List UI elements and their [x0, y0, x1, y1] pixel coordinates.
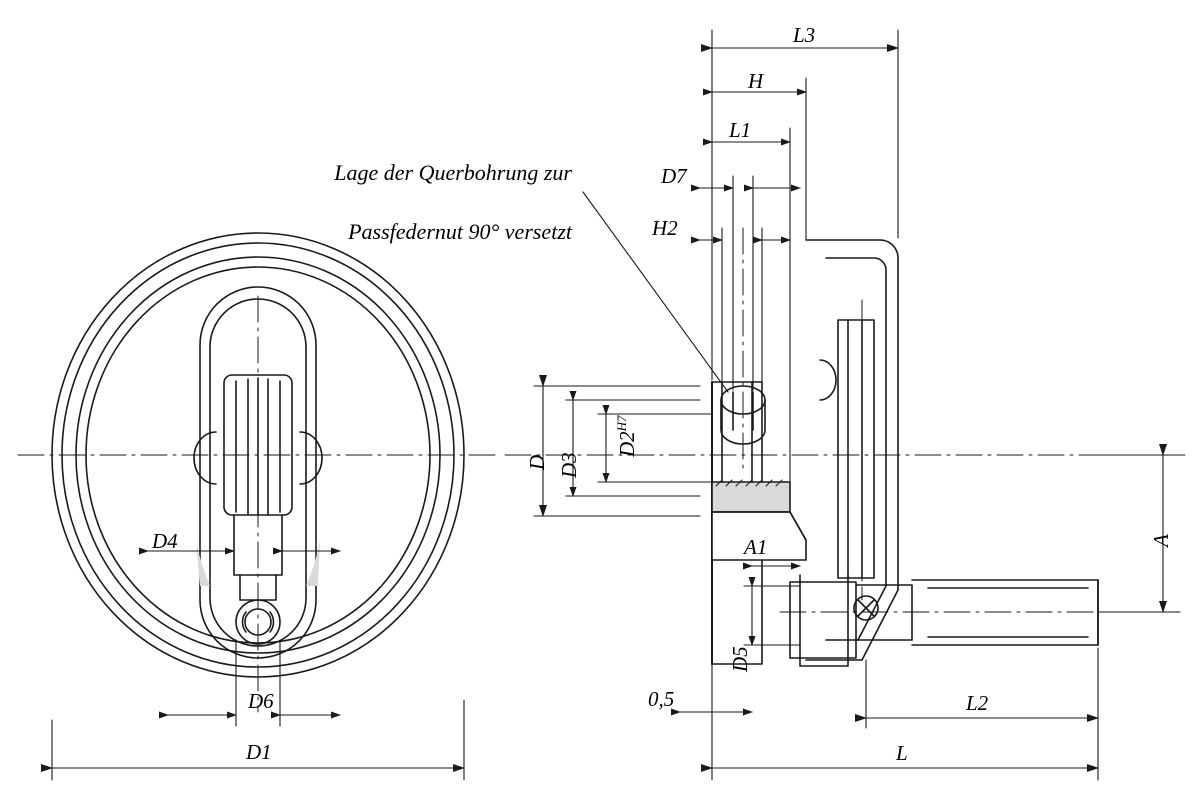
- dim-label-D3: D3: [557, 452, 581, 478]
- dim-label-H: H: [748, 69, 764, 93]
- dim-label-D1: D1: [246, 740, 272, 764]
- dim-label-D4: D4: [152, 529, 178, 553]
- side-view-geometry: [712, 240, 1098, 666]
- dim-label-D5: D5: [728, 646, 752, 672]
- dim-label-H2: H2: [652, 216, 678, 240]
- dim-label-0-5: 0,5: [648, 687, 675, 711]
- dim-label-D: D: [525, 454, 549, 470]
- dim-label-D7: D7: [661, 164, 687, 188]
- dim-label-L2: L2: [966, 691, 989, 715]
- dim-label-A: A: [1149, 534, 1173, 547]
- note-cross-bore: [272, 128, 572, 276]
- dim-label-D6: D6: [248, 689, 274, 713]
- dim-label-D2: [589, 415, 665, 478]
- dimension-lines: [52, 30, 1180, 780]
- dim-label-D2-tolerance: H7: [614, 415, 629, 432]
- note-line-1: Lage der Querbohrung zur: [334, 159, 572, 185]
- note-line-2: Passfedernut 90° versetzt: [348, 219, 572, 245]
- dim-label-A1: A1: [744, 535, 768, 559]
- dim-label-L1: L1: [729, 118, 752, 142]
- front-view-centerlines: [18, 296, 500, 712]
- dim-label-L3: L3: [793, 23, 816, 47]
- dim-label-L: L: [896, 741, 908, 765]
- dim-label-D2-base: D2: [615, 431, 639, 457]
